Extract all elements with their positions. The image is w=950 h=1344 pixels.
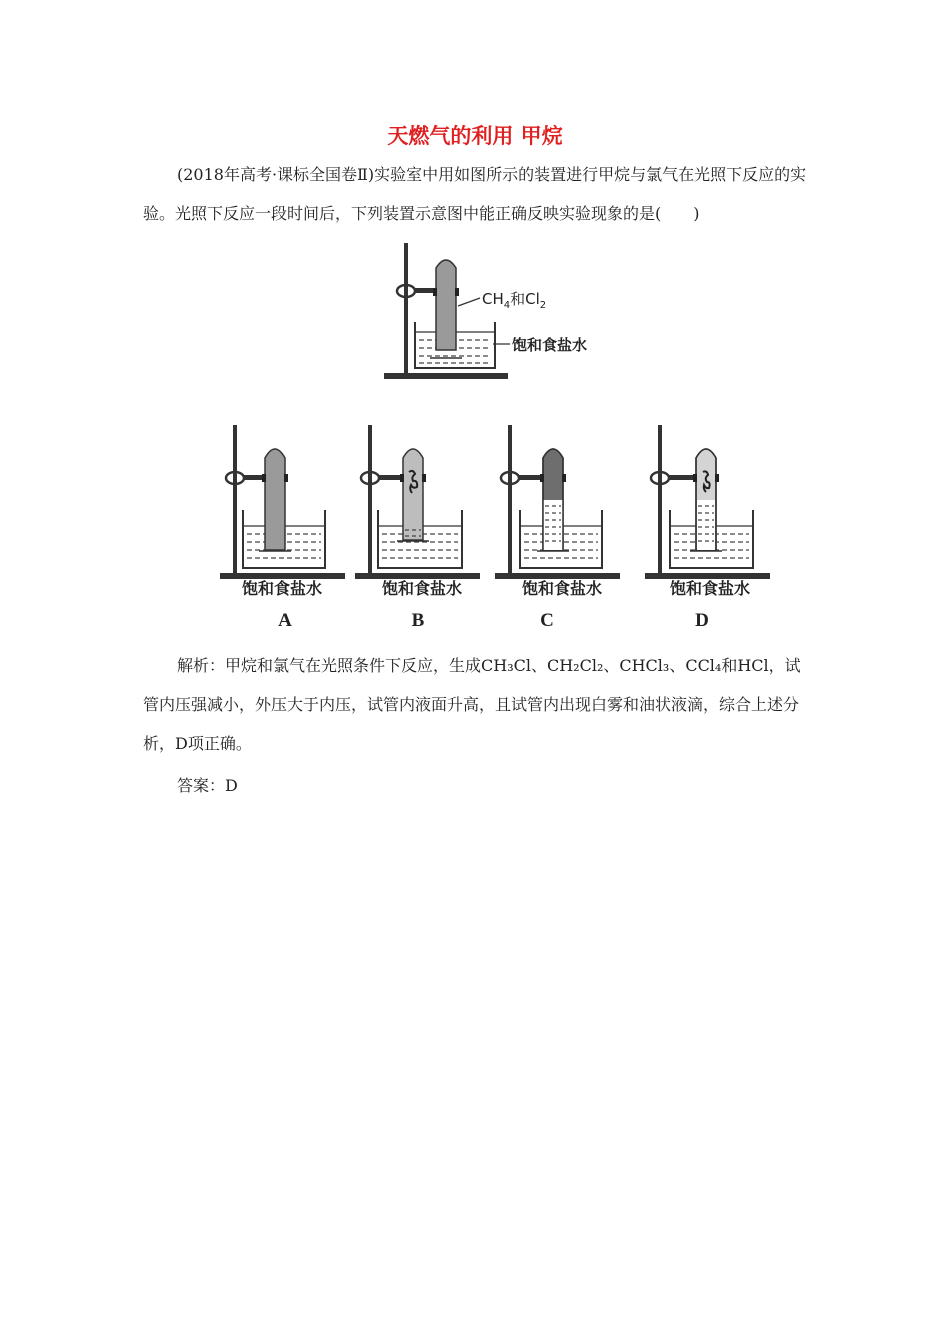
option-b-liquid-label: 饱和食盐水 (381, 579, 463, 598)
answer-text: 答案：D (177, 776, 238, 795)
option-d-figure (640, 420, 780, 635)
main-apparatus-figure (380, 240, 620, 385)
option-b-figure (350, 420, 485, 635)
option-a-label: A (278, 610, 292, 631)
option-b-label: B (411, 610, 425, 631)
option-d-label: D (695, 610, 709, 631)
option-c-figure (490, 420, 625, 635)
gas-label: $CH_4$和$Cl_2$ (482, 290, 547, 311)
option-c-label: C (540, 610, 554, 631)
page-title: 天燃气的利用 甲烷 (387, 124, 563, 148)
question-text: (2018年高考·课标全国卷Ⅱ)实验室中用如图所示的装置进行甲烷与氯气在光照下反应的实验。光照下反应一段时间后，下列装置示意图中能正确反映实验现象的是( ) (143, 165, 807, 223)
option-c-liquid-label: 饱和食盐水 (521, 579, 603, 598)
option-a-figure (215, 420, 350, 635)
analysis-text: 解析：甲烷和氯气在光照条件下反应，生成CH₃Cl、CH₂Cl₂、CHCl₃、CCl₄和HCl，试管内压强减小，外压大于内压，试管内液面升高，且试管内出现白雾和油状液滴，综合上述分析，D项正确。 (143, 656, 801, 753)
test-tube (430, 260, 462, 358)
option-d-liquid-label: 饱和食盐水 (669, 579, 751, 598)
liquid-label: 饱和食盐水 (512, 336, 588, 354)
option-a-liquid-label: 饱和食盐水 (241, 579, 323, 598)
